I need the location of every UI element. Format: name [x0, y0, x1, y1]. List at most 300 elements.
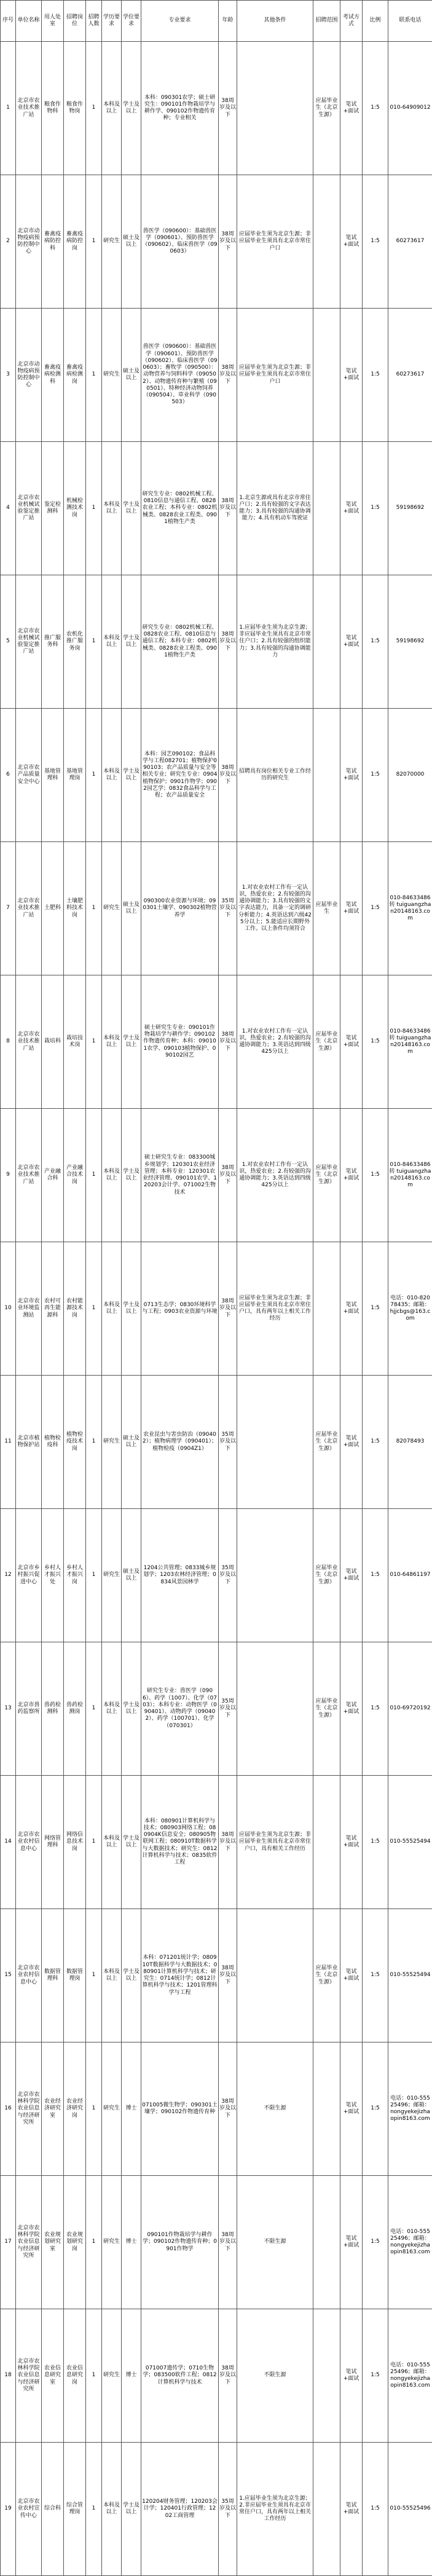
unit-name: 北京市农业农村信息中心	[16, 1909, 42, 2042]
degree-requirement: 硕士及以上	[122, 309, 141, 442]
degree-requirement: 硕士及以上	[122, 175, 141, 309]
recruitment-scope	[313, 442, 340, 575]
row-number: 7	[1, 842, 16, 975]
other-conditions: 不限生源	[237, 2309, 313, 2443]
major-requirement: 本科：080901计算机科学与技术；080903网络工程；080904K信息安全；080905物联网工程；080910T数据科学与大数据技术；研究生：0812计算机科学与技术；0835软件工程	[141, 1776, 219, 1909]
recruitment-scope: 应届毕业生	[313, 842, 340, 975]
age-requirement: 38周岁及以下	[219, 42, 237, 175]
degree-requirement: 学士及以上	[122, 2443, 141, 2576]
age-requirement: 38周岁及以下	[219, 575, 237, 709]
interview-ratio: 1:5	[363, 1376, 388, 1509]
major-requirement: 090101作物栽培学与耕作学；090102作物遗传育种；0901作物学	[141, 2176, 219, 2309]
exam-method: 笔试+面试	[340, 975, 363, 1109]
contact-phone: 010-84633486转 tuiguangzhan20148163.com	[388, 1109, 432, 1242]
col-header: 招聘岗位	[64, 1, 86, 42]
post-name: 农业规划研究岗	[64, 2176, 86, 2309]
education-requirement: 本科及以上	[102, 1909, 122, 2042]
degree-requirement: 硕士及以上	[122, 1376, 141, 1509]
major-requirement: 兽医学（090600）：基础兽医学（090601）、预防兽医学（090602）、临床兽医学（090603）	[141, 175, 219, 309]
contact-phone: 电话：010-82078435；邮箱：hjjcbgs@163.com	[388, 1242, 432, 1376]
contact-phone: 010-84633486转 tuiguangzhan20148163.com	[388, 842, 432, 975]
row-number: 17	[1, 2176, 16, 2309]
table-row	[1, 42, 432, 175]
major-requirement: 090300农业资源与环境；090301土壤学、090302植物营养学	[141, 842, 219, 975]
interview-ratio: 1:5	[363, 1109, 388, 1242]
table-row	[1, 1109, 432, 1242]
unit-name: 北京市农业农村信息中心	[16, 1776, 42, 1909]
post-name: 畜禽疫病防控岗	[64, 175, 86, 309]
table-row	[1, 1642, 432, 1776]
post-name: 农业经济研究岗	[64, 2042, 86, 2176]
education-requirement: 研究生	[102, 1376, 122, 1509]
hire-count: 1	[86, 2443, 102, 2576]
post-name: 农村能源技术岗	[64, 1242, 86, 1376]
exam-method: 笔试+面试	[340, 442, 363, 575]
table-row	[1, 975, 432, 1109]
contact-phone: 59198692	[388, 575, 432, 709]
contact-phone: 59198692	[388, 442, 432, 575]
exam-method: 笔试+面试	[340, 1109, 363, 1242]
interview-ratio: 1:5	[363, 709, 388, 842]
recruitment-scope: 应届毕业生（北京生源）	[313, 1109, 340, 1242]
post-name: 土壤肥料技术岗	[64, 842, 86, 975]
degree-requirement: 硕士及以上	[122, 842, 141, 975]
recruitment-scope	[313, 175, 340, 309]
education-requirement: 研究生	[102, 842, 122, 975]
table-row	[1, 575, 432, 709]
col-header: 招聘范围	[313, 1, 340, 42]
department: 农业信息研究室	[42, 2309, 64, 2443]
major-requirement: 071007遗传学；0710生物学；083500软件工程；0812计算机科学与技术	[141, 2309, 219, 2443]
post-name: 机械检测技术岗	[64, 442, 86, 575]
exam-method: 笔试+面试	[340, 2309, 363, 2443]
age-requirement: 35周岁及以下	[219, 2443, 237, 2576]
exam-method: 笔试+面试	[340, 309, 363, 442]
department: 综合科	[42, 2443, 64, 2576]
interview-ratio: 1:5	[363, 575, 388, 709]
department: 乡村人才振兴处	[42, 1509, 64, 1642]
other-conditions	[237, 1909, 313, 2042]
contact-phone: 010-55525496	[388, 2443, 432, 2576]
post-name: 畜禽疫病检测岗	[64, 309, 86, 442]
contact-phone: 010-64861197	[388, 1509, 432, 1642]
degree-requirement: 硕士及以上	[122, 1509, 141, 1642]
other-conditions	[237, 1376, 313, 1509]
contact-phone: 010-64909012	[388, 42, 432, 175]
department: 畜禽疫病防控科	[42, 175, 64, 309]
contact-phone: 电话：010-55525496；邮箱：nongyekejizhaopin8163.com	[388, 2176, 432, 2309]
interview-ratio: 1:5	[363, 842, 388, 975]
row-number: 14	[1, 1776, 16, 1909]
major-requirement: 农业昆虫与害虫防治（090402）；植物病理学（090401）；植物检疫（0904Z1）	[141, 1376, 219, 1509]
col-header: 比例	[363, 1, 388, 42]
education-requirement: 研究生	[102, 2042, 122, 2176]
col-header: 学位要求	[122, 1, 141, 42]
major-requirement: 研究生专业：0802机械工程、0828农业工程、0810信息与通信工程；本科专业：0802机械类、0828农业工程类、0901植物生产类	[141, 575, 219, 709]
col-header: 用人处室	[42, 1, 64, 42]
hire-count: 1	[86, 1776, 102, 1909]
hire-count: 1	[86, 2176, 102, 2309]
post-name: 基地管理岗	[64, 709, 86, 842]
col-header: 其他条件	[237, 1, 313, 42]
recruitment-scope	[313, 1776, 340, 1909]
age-requirement: 38周岁及以下	[219, 2042, 237, 2176]
table-row	[1, 1909, 432, 2042]
degree-requirement: 学士及以上	[122, 1642, 141, 1776]
exam-method: 笔试+面试	[340, 2176, 363, 2309]
major-requirement: 120204财务管理；120203会计学；120401行政管理；1202工商管理	[141, 2443, 219, 2576]
recruitment-scope	[313, 1242, 340, 1376]
col-header: 考试方式	[340, 1, 363, 42]
education-requirement: 本科及以上	[102, 1642, 122, 1776]
major-requirement: 本科：071201统计学；080910T数据科学与大数据技术；080901计算机科学与技术；研究生：0714统计学；0812计算机科学与技术；1201管理科学与工程	[141, 1909, 219, 2042]
row-number: 5	[1, 575, 16, 709]
unit-name: 北京市乡村振兴促进中心	[16, 1509, 42, 1642]
row-number: 19	[1, 2443, 16, 2576]
other-conditions	[237, 1509, 313, 1642]
contact-phone: 010-55525494	[388, 1776, 432, 1909]
degree-requirement: 学士及以上	[122, 575, 141, 709]
interview-ratio: 1:5	[363, 2443, 388, 2576]
exam-method: 笔试+面试	[340, 842, 363, 975]
age-requirement: 38周岁及以下	[219, 1909, 237, 2042]
exam-method: 笔试+面试	[340, 1509, 363, 1642]
row-number: 11	[1, 1376, 16, 1509]
recruitment-scope: 应届毕业生（北京生源）	[313, 1909, 340, 2042]
unit-name: 北京市农业环境监测站	[16, 1242, 42, 1376]
other-conditions: 应届毕业生须为北京生源；非应届毕业生须具有北京市常住户口	[237, 175, 313, 309]
table-row	[1, 1242, 432, 1376]
row-number: 1	[1, 42, 16, 175]
recruitment-scope: 应届毕业生（北京生源）	[313, 975, 340, 1109]
other-conditions: 应届毕业生须为北京生源；非应届毕业生须具有北京市常住户口	[237, 309, 313, 442]
major-requirement: 兽医学（090600）：基础兽医学（090601）、预防兽医学（090602）、临床兽医学（090603）；畜牧学（090500）：动物营养与饲料科学（090502）、动物遗传育种与繁殖（090501）、特种经济动物饲养（090504）、草业科学（090503）	[141, 309, 219, 442]
education-requirement: 本科及以上	[102, 1776, 122, 1909]
other-conditions: 1.对农业农村工作有一定认识，热爱农业；2.有较强的沟通协调能力；3.英语达到四级425分以上	[237, 1109, 313, 1242]
interview-ratio: 1:5	[363, 309, 388, 442]
age-requirement: 35周岁及以下	[219, 1642, 237, 1776]
age-requirement: 35周岁及以下	[219, 842, 237, 975]
other-conditions: 招聘具有岗位相关专业工作经历的研究生	[237, 709, 313, 842]
education-requirement: 本科及以上	[102, 42, 122, 175]
contact-phone: 60273617	[388, 175, 432, 309]
col-header: 年龄	[219, 1, 237, 42]
major-requirement: 本科：090301农学；硕士研究生：090101作物栽培学与耕作学、090102作物遗传育种；专业相关	[141, 42, 219, 175]
unit-name: 北京市兽药监察所	[16, 1642, 42, 1776]
department: 农业规划研究室	[42, 2176, 64, 2309]
recruitment-scope: 应届毕业生（北京生源）	[313, 42, 340, 175]
row-number: 18	[1, 2309, 16, 2443]
recruitment-scope: 应届毕业生（北京生源）	[313, 1509, 340, 1642]
contact-phone: 010-69720192	[388, 1642, 432, 1776]
table-row	[1, 309, 432, 442]
contact-phone: 82078493	[388, 1376, 432, 1509]
unit-name: 北京市农林科学院农业信息与经济研究所	[16, 2309, 42, 2443]
exam-method: 笔试+面试	[340, 1642, 363, 1776]
table-header	[1, 1, 432, 42]
department: 鉴定检测科	[42, 442, 64, 575]
major-requirement: 研究生专业：0802机械工程、0810信息与通信工程、0828农业工程；本科专业：0802机械类、0828农业工程类、0901植物生产类	[141, 442, 219, 575]
hire-count: 1	[86, 1376, 102, 1509]
post-name: 植物检疫技术岗	[64, 1376, 86, 1509]
hire-count: 1	[86, 1242, 102, 1376]
col-header: 专业要求	[141, 1, 219, 42]
col-header: 序号	[1, 1, 16, 42]
row-number: 10	[1, 1242, 16, 1376]
education-requirement: 本科及以上	[102, 442, 122, 575]
post-name: 粮食作物岗	[64, 42, 86, 175]
row-number: 3	[1, 309, 16, 442]
age-requirement: 38周岁及以下	[219, 1242, 237, 1376]
contact-phone: 010-84633486转 tuiguangzhan20148163.com	[388, 975, 432, 1109]
major-requirement: 0713生态学；0830环境科学与工程；0903农业资源与环境	[141, 1242, 219, 1376]
interview-ratio: 1:5	[363, 1242, 388, 1376]
recruitment-scope: 应届毕业生（北京生源）	[313, 1376, 340, 1509]
degree-requirement: 学士及以上	[122, 42, 141, 175]
other-conditions	[237, 1642, 313, 1776]
hire-count: 1	[86, 442, 102, 575]
table-row	[1, 2443, 432, 2576]
major-requirement: 本科：园艺090102；食品科学与工程082701；植物保护090103；农产品质量与安全等相关专业；研究生专业：0904植物保护；0901作物学；0902园艺学；0832食品科学与工程；农产品质量安全	[141, 709, 219, 842]
unit-name: 北京市动物疫病预防控制中心	[16, 309, 42, 442]
col-header: 联系电话	[388, 1, 432, 42]
recruitment-scope	[313, 2176, 340, 2309]
exam-method: 笔试+面试	[340, 1242, 363, 1376]
other-conditions: 1.应届毕业生须为北京生源；2.非应届毕业生须具有北京市常住户口，具有两年以上相关工作经历	[237, 2443, 313, 2576]
row-number: 8	[1, 975, 16, 1109]
post-name: 综合管理岗	[64, 2443, 86, 2576]
age-requirement: 38周岁及以下	[219, 175, 237, 309]
age-requirement: 38周岁及以下	[219, 975, 237, 1109]
hire-count: 1	[86, 575, 102, 709]
col-header: 单位名称	[16, 1, 42, 42]
exam-method: 笔试+面试	[340, 1376, 363, 1509]
major-requirement: 研究生专业：兽医学（0906）、药学（1007）、化学（0703）；本科专业：动物医学（090401）、动物药学（090402）、药学（100701）、化学（070301）	[141, 1642, 219, 1776]
hire-count: 1	[86, 2309, 102, 2443]
major-requirement: 1204公共管理；0833城乡规划学；1203农林经济管理；0834风景园林学	[141, 1509, 219, 1642]
hire-count: 1	[86, 1642, 102, 1776]
department: 农业经济研究室	[42, 2042, 64, 2176]
other-conditions: 应届毕业生须为北京生源；非应届毕业生须具有北京市常住户口，具有相关工作经历	[237, 1776, 313, 1909]
post-name: 数据管理岗	[64, 1909, 86, 2042]
age-requirement: 38周岁及以下	[219, 442, 237, 575]
table-row	[1, 1776, 432, 1909]
unit-name: 北京市农业技术推广站	[16, 1109, 42, 1242]
department: 网络管理科	[42, 1776, 64, 1909]
other-conditions	[237, 42, 313, 175]
age-requirement: 38周岁及以下	[219, 2309, 237, 2443]
table-row	[1, 2042, 432, 2176]
age-requirement: 35周岁及以下	[219, 1376, 237, 1509]
unit-name: 北京市植物保护站	[16, 1376, 42, 1509]
age-requirement: 38周岁及以下	[219, 709, 237, 842]
post-name: 网络信息技术岗	[64, 1776, 86, 1909]
post-name: 产业融合技术岗	[64, 1109, 86, 1242]
other-conditions: 不限生源	[237, 2176, 313, 2309]
post-name: 兽药检测岗	[64, 1642, 86, 1776]
department: 推广服务科	[42, 575, 64, 709]
contact-phone: 电话：010-55525496；邮箱：nongyekejizhaopin8163.com	[388, 2309, 432, 2443]
degree-requirement: 学士及以上	[122, 442, 141, 575]
post-name: 栽培技术岗	[64, 975, 86, 1109]
table-row	[1, 175, 432, 309]
row-number: 9	[1, 1109, 16, 1242]
other-conditions: 1.北京生源或具有北京市常住户口；2.具有较强的文字表达能力；3.具有较强的沟通协调能力；4.具有机动车驾驶证	[237, 442, 313, 575]
row-number: 4	[1, 442, 16, 575]
unit-name: 北京市农业机械试验鉴定推广站	[16, 575, 42, 709]
other-conditions: 1.对农业农村工作有一定认识，热爱农业；2.有较强的沟通协调能力；3.英语达到四级425分以上	[237, 975, 313, 1109]
table-row	[1, 2176, 432, 2309]
department: 产业融合科	[42, 1109, 64, 1242]
row-number: 2	[1, 175, 16, 309]
table-row	[1, 1376, 432, 1509]
col-header: 学历要求	[102, 1, 122, 42]
degree-requirement: 博士	[122, 2042, 141, 2176]
major-requirement: 硕士研究生专业：090101作物栽培学与耕作学；090102作物遗传育种；本科：090101农学、090103植物保护、090102园艺	[141, 975, 219, 1109]
hire-count: 1	[86, 1509, 102, 1642]
table-body	[1, 42, 432, 2576]
education-requirement: 研究生	[102, 309, 122, 442]
department: 栽培科	[42, 975, 64, 1109]
hire-count: 1	[86, 309, 102, 442]
recruitment-scope	[313, 575, 340, 709]
education-requirement: 本科及以上	[102, 975, 122, 1109]
education-requirement: 本科及以上	[102, 709, 122, 842]
exam-method: 笔试+面试	[340, 709, 363, 842]
unit-name: 北京市农业机械试验鉴定推广站	[16, 442, 42, 575]
exam-method: 笔试+面试	[340, 42, 363, 175]
recruitment-scope	[313, 2042, 340, 2176]
contact-phone: 010-55525494	[388, 1909, 432, 2042]
recruitment-scope: 应届毕业生（北京生源）	[313, 1642, 340, 1776]
row-number: 13	[1, 1642, 16, 1776]
department: 农村可再生能源科	[42, 1242, 64, 1376]
other-conditions: 应届毕业生须为北京生源；非应届毕业生须具有北京市常住户口，具有两年以上相关工作经历	[237, 1242, 313, 1376]
education-requirement: 本科及以上	[102, 1242, 122, 1376]
major-requirement: 硕士研究生专业：083300城乡规划学；120301农业经济管理；本科专业：120301农业经济管理、090101农学、120203会计学、071002生物技术	[141, 1109, 219, 1242]
education-requirement: 研究生	[102, 2309, 122, 2443]
degree-requirement: 博士	[122, 2176, 141, 2309]
post-name: 农机化推广服务岗	[64, 575, 86, 709]
unit-name: 北京市动物疫病预防控制中心	[16, 175, 42, 309]
education-requirement: 本科及以上	[102, 575, 122, 709]
recruitment-scope	[313, 309, 340, 442]
hire-count: 1	[86, 42, 102, 175]
interview-ratio: 1:5	[363, 42, 388, 175]
exam-method: 笔试+面试	[340, 1909, 363, 2042]
interview-ratio: 1:5	[363, 975, 388, 1109]
interview-ratio: 1:5	[363, 1776, 388, 1909]
education-requirement: 本科及以上	[102, 1109, 122, 1242]
hire-count: 1	[86, 975, 102, 1109]
other-conditions: 1.对农业农村工作有一定认识，热爱农业；2.有较强的沟通协调能力；3.具有较强的文字表达能力，具备一定的调研分析能力；4.英语达到六级425分以上；5.能适应长期野外工作。以上条件均须符合	[237, 842, 313, 975]
major-requirement: 071005微生物学；090301土壤学；090102作物遗传育种	[141, 2042, 219, 2176]
age-requirement: 38周岁及以下	[219, 2176, 237, 2309]
other-conditions: 1.应届毕业生须为北京生源；非应届毕业生须具有北京市常住户口；2.具有较强的组织能力；3.具有较强的沟通协调能力	[237, 575, 313, 709]
unit-name: 北京市农业技术推广站	[16, 975, 42, 1109]
interview-ratio: 1:5	[363, 2042, 388, 2176]
degree-requirement: 学士及以上	[122, 1242, 141, 1376]
hire-count: 1	[86, 1909, 102, 2042]
table-row	[1, 842, 432, 975]
post-name: 农业信息研究岗	[64, 2309, 86, 2443]
degree-requirement: 学士及以上	[122, 1109, 141, 1242]
interview-ratio: 1:5	[363, 2309, 388, 2443]
education-requirement: 本科及以上	[102, 2443, 122, 2576]
table-row	[1, 709, 432, 842]
department: 数据管理科	[42, 1909, 64, 2042]
table-row	[1, 442, 432, 575]
degree-requirement: 学士及以上	[122, 1776, 141, 1909]
contact-phone: 电话：010-55525496；邮箱：nongyekejizhaopin8163.com	[388, 2042, 432, 2176]
row-number: 16	[1, 2042, 16, 2176]
interview-ratio: 1:5	[363, 2176, 388, 2309]
unit-name: 北京市农业技术推广站	[16, 842, 42, 975]
degree-requirement: 博士	[122, 2309, 141, 2443]
age-requirement: 38周岁及以下	[219, 309, 237, 442]
recruitment-scope	[313, 2309, 340, 2443]
department: 畜禽疫病检测科	[42, 309, 64, 442]
row-number: 12	[1, 1509, 16, 1642]
interview-ratio: 1:5	[363, 175, 388, 309]
department: 基地管理科	[42, 709, 64, 842]
unit-name: 北京市农产品质量安全中心	[16, 709, 42, 842]
age-requirement: 38周岁及以下	[219, 1776, 237, 1909]
exam-method: 笔试+面试	[340, 1776, 363, 1909]
education-requirement: 研究生	[102, 1509, 122, 1642]
exam-method: 笔试+面试	[340, 575, 363, 709]
recruitment-scope	[313, 2443, 340, 2576]
age-requirement: 35周岁及以下	[219, 1509, 237, 1642]
contact-phone: 60273617	[388, 309, 432, 442]
row-number: 6	[1, 709, 16, 842]
unit-name: 北京市农业技术推广站	[16, 42, 42, 175]
row-number: 15	[1, 1909, 16, 2042]
unit-name: 北京市农林科学院农业信息与经济研究所	[16, 2176, 42, 2309]
department: 粮食作物科	[42, 42, 64, 175]
table-row	[1, 2309, 432, 2443]
exam-method: 笔试+面试	[340, 175, 363, 309]
unit-name: 北京市农林科学院农业信息与经济研究所	[16, 2042, 42, 2176]
hire-count: 1	[86, 709, 102, 842]
interview-ratio: 1:5	[363, 1642, 388, 1776]
degree-requirement: 学士及以上	[122, 709, 141, 842]
degree-requirement: 学士及以上	[122, 1909, 141, 2042]
hire-count: 1	[86, 2042, 102, 2176]
interview-ratio: 1:5	[363, 442, 388, 575]
department: 植物检疫科	[42, 1376, 64, 1509]
exam-method: 笔试+面试	[340, 2443, 363, 2576]
hire-count: 1	[86, 842, 102, 975]
education-requirement: 研究生	[102, 2176, 122, 2309]
education-requirement: 研究生	[102, 175, 122, 309]
age-requirement: 38周岁及以下	[219, 1109, 237, 1242]
recruitment-scope	[313, 709, 340, 842]
table-row	[1, 1509, 432, 1642]
hire-count: 1	[86, 175, 102, 309]
post-name: 乡村人才振兴岗	[64, 1509, 86, 1642]
interview-ratio: 1:5	[363, 1509, 388, 1642]
unit-name: 北京市农业农村宣传中心	[16, 2443, 42, 2576]
degree-requirement: 学士及以上	[122, 975, 141, 1109]
contact-phone: 82070000	[388, 709, 432, 842]
exam-method: 笔试+面试	[340, 2042, 363, 2176]
department: 土肥科	[42, 842, 64, 975]
other-conditions: 不限生源	[237, 2042, 313, 2176]
department: 兽药检测科	[42, 1642, 64, 1776]
col-header: 招聘人数	[86, 1, 102, 42]
hire-count: 1	[86, 1109, 102, 1242]
